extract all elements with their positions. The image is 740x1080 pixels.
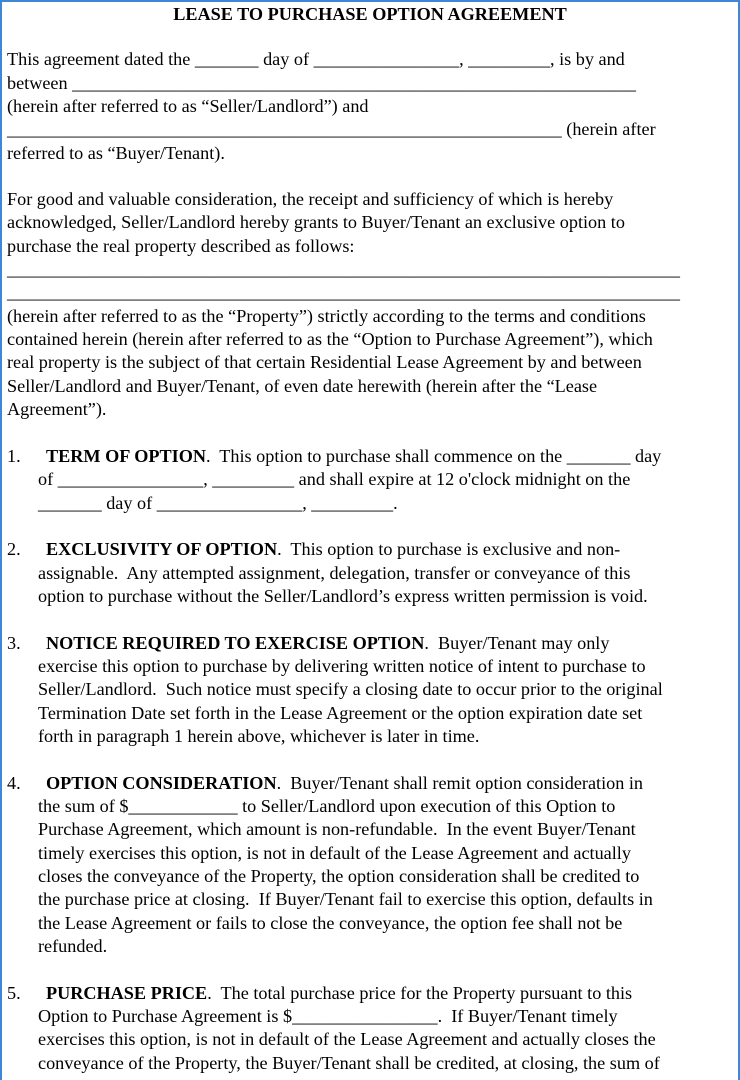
section-first-line [46, 632, 609, 655]
section-line: Purchase Agreement, which amount is non-refundable. In the event Buyer/Tenant [38, 819, 636, 839]
section-line: assignable. Any attempted assignment, delegation, transfer or conveyance of this [38, 563, 631, 583]
section-line: refunded. [38, 936, 108, 956]
section-first-line [46, 538, 620, 561]
consideration-line: (herein after referred to as the “Property”) strictly according to the terms and conditions [7, 306, 646, 326]
property-description-blank: __________________________________________________________________________ [7, 282, 680, 302]
section-line: the sum of $____________ to Seller/Landlord upon execution of this Option to [38, 796, 616, 816]
document-title: LEASE TO PURCHASE OPTION AGREEMENT [173, 4, 567, 24]
intro-line: between ______________________________________________________________ [7, 73, 636, 93]
section-line: forth in paragraph 1 herein above, whichever is later in time. [38, 726, 480, 746]
section-text: . Buyer/Tenant may only [424, 633, 610, 653]
section-text: . This option to purchase shall commence on the _______ day [205, 446, 662, 466]
section-first-line [46, 445, 661, 468]
section-first-line [46, 982, 632, 1005]
intro-line: This agreement dated the _______ day of ________________, _________, is by and [7, 49, 625, 69]
consideration-line: Agreement”). [7, 399, 107, 419]
section-heading-option-consideration: OPTION CONSIDERATION [46, 773, 277, 793]
section-number: 3. [7, 633, 21, 653]
section-line: closes the conveyance of the Property, the option consideration shall be credited to [38, 866, 640, 886]
property-description-blank: __________________________________________________________________________ [7, 259, 680, 279]
section-line: _______ day of ________________, _________. [38, 493, 398, 513]
intro-line: _____________________________________________________________ (herein after [7, 119, 656, 139]
consideration-line: contained herein (herein after referred to as the “Option to Purchase Agreement”), which [7, 329, 653, 349]
section-text: . Buyer/Tenant shall remit option consideration in [276, 773, 644, 793]
intro-line: referred to as “Buyer/Tenant). [7, 143, 225, 163]
section-heading-exclusivity: EXCLUSIVITY OF OPTION [46, 539, 278, 559]
consideration-line: acknowledged, Seller/Landlord hereby grants to Buyer/Tenant an exclusive option to [7, 212, 625, 232]
section-line: the purchase price at closing. If Buyer/Tenant fail to exercise this option, defaults in [38, 889, 653, 909]
section-heading-purchase-price: PURCHASE PRICE [46, 983, 208, 1003]
section-heading-notice: NOTICE REQUIRED TO EXERCISE OPTION [46, 633, 425, 653]
section-line: Seller/Landlord. Such notice must specify a closing date to occur prior to the original [38, 679, 663, 699]
section-number: 2. [7, 539, 21, 559]
section-line: exercise this option to purchase by delivering written notice of intent to purchase to [38, 656, 646, 676]
section-text: . The total purchase price for the Property pursuant to this [207, 983, 633, 1003]
section-line: Option to Purchase Agreement is $________________. If Buyer/Tenant timely [38, 1006, 618, 1026]
section-number: 4. [7, 773, 21, 793]
section-line: Termination Date set forth in the Lease Agreement or the option expiration date set [38, 703, 643, 723]
section-line: conveyance of the Property, the Buyer/Tenant shall be credited, at closing, the sum of [38, 1053, 660, 1073]
consideration-line: purchase the real property described as follows: [7, 236, 355, 256]
section-line: the Lease Agreement or fails to close the conveyance, the option fee shall not be [38, 913, 623, 933]
section-line: option to purchase without the Seller/Landlord’s express written permission is void. [38, 586, 648, 606]
section-number: 1. [7, 446, 21, 466]
section-line: timely exercises this option, is not in default of the Lease Agreement and actually [38, 843, 631, 863]
section-line: exercises this option, is not in default of the Lease Agreement and actually closes the [38, 1029, 656, 1049]
consideration-line: real property is the subject of that certain Residential Lease Agreement by and between [7, 352, 642, 372]
consideration-line: Seller/Landlord and Buyer/Tenant, of even date herewith (herein after the “Lease [7, 376, 598, 396]
section-heading-term: TERM OF OPTION [46, 446, 206, 466]
section-text: . This option to purchase is exclusive and non- [277, 539, 621, 559]
section-first-line [46, 772, 643, 795]
section-line: of ________________, _________ and shall expire at 12 o'clock midnight on the [38, 469, 631, 489]
intro-line: (herein after referred to as “Seller/Landlord”) and [7, 96, 369, 116]
consideration-line: For good and valuable consideration, the receipt and sufficiency of which is hereby [7, 189, 614, 209]
section-number: 5. [7, 983, 21, 1003]
